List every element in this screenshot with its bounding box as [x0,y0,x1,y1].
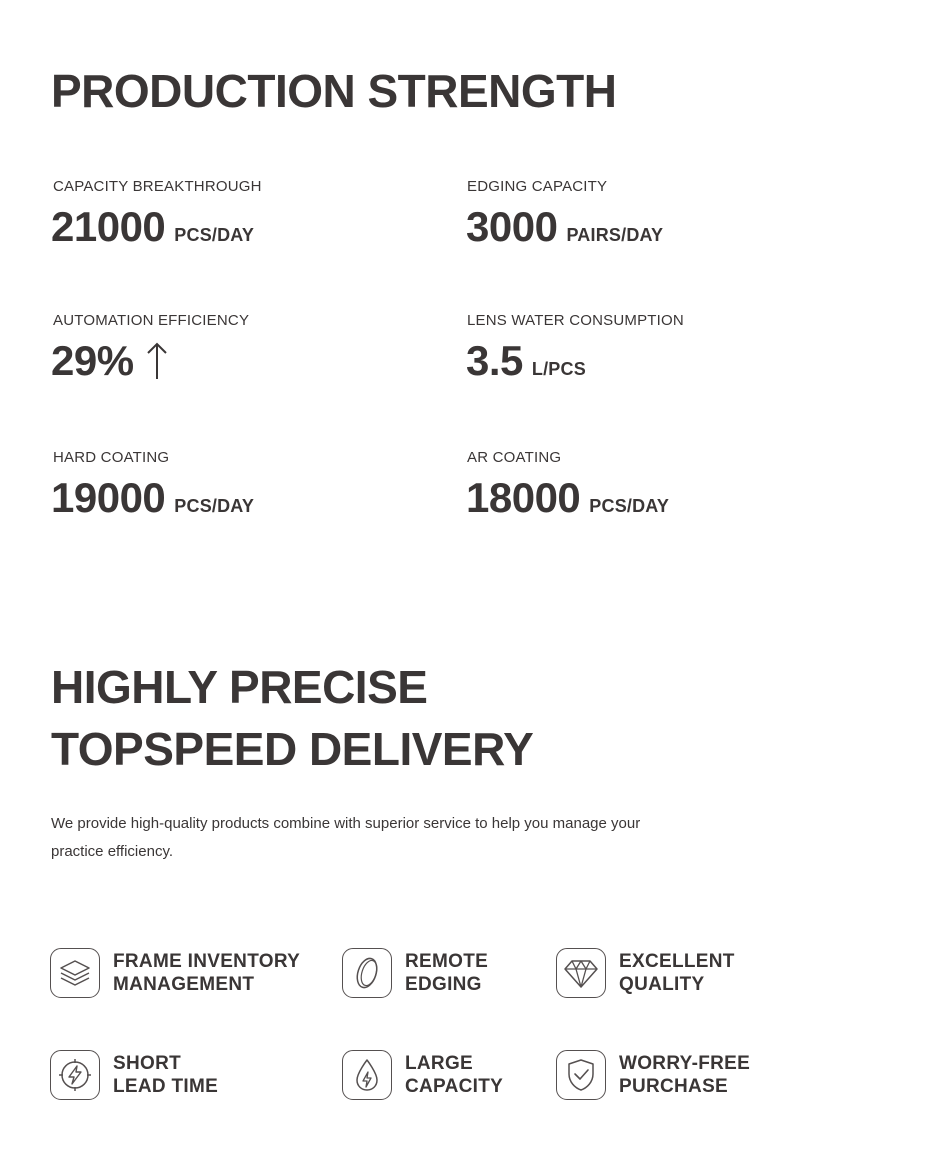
stat-edging-capacity [467,177,847,251]
stat-value: 3000 [466,203,558,250]
shield-check-icon [556,1050,606,1100]
feature-frame-inventory [50,948,313,998]
feature-label: FRAME INVENTORY MANAGEMENT [113,951,301,995]
stat-label: EDGING CAPACITY [467,178,608,195]
feature-label: WORRY-FREE PURCHASE [619,1053,751,1097]
production-strength-title: PRODUCTION STRENGTH [51,65,617,117]
stat-value: 3.5 [466,337,523,384]
stat-capacity-breakthrough [53,177,433,251]
stat-lens-water-consumption [467,311,847,385]
stat-unit: PCS/DAY [174,496,255,516]
stat-label: HARD COATING [53,449,170,466]
feature-label: LARGE CAPACITY [405,1053,504,1097]
stat-value: 18000 [466,474,581,521]
delivery-description: We provide high-quality products combine with superior service to help you manage your practice efficiency. [51,815,641,860]
stat-unit: PAIRS/DAY [566,225,664,245]
stat-hard-coating [53,448,433,522]
feature-short-lead-time [50,1050,313,1100]
lightning-icon [50,1050,100,1100]
stat-unit: PCS/DAY [589,496,670,516]
delivery-title [51,656,533,780]
stat-value: 19000 [51,474,166,521]
feature-worry-free-purchase [556,1050,819,1100]
delivery-title-line1: HIGHLY PRECISE [51,661,428,713]
feature-label: REMOTE EDGING [405,951,489,995]
feature-excellent-quality [556,948,819,998]
stat-automation-efficiency [53,311,433,385]
layers-icon [50,948,100,998]
feature-label: EXCELLENT QUALITY [619,951,735,995]
lens-icon [342,948,392,998]
delivery-title-line2: TOPSPEED DELIVERY [51,723,534,775]
stat-label: AUTOMATION EFFICIENCY [53,312,250,329]
stat-ar-coating [467,448,847,522]
stat-label: AR COATING [467,449,562,466]
stat-label: LENS WATER CONSUMPTION [467,312,684,329]
stat-unit: PCS/DAY [174,225,255,245]
arrow-up-icon [146,341,168,381]
diamond-icon [556,948,606,998]
feature-label: SHORT LEAD TIME [113,1053,219,1097]
stat-unit: L/PCS [531,359,586,379]
stat-value: 21000 [51,203,166,250]
stat-label: CAPACITY BREAKTHROUGH [53,178,262,195]
stat-value: 29% [51,337,134,384]
water-drop-icon [342,1050,392,1100]
